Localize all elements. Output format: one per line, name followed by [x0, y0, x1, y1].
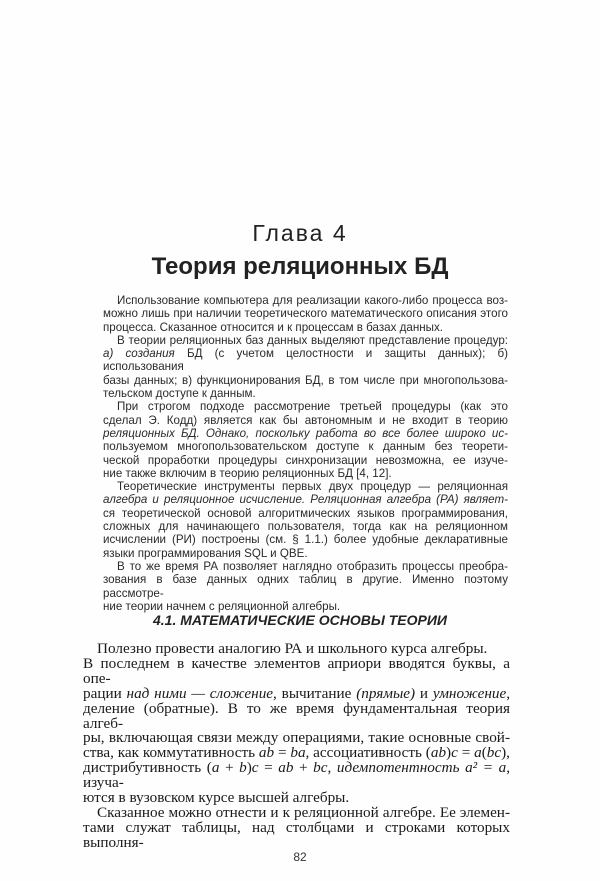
italic-text: реляционных БД. Однако, поскольку работа во все более широко ис-: [103, 426, 508, 440]
italic-text: идемпотентность a² = a: [336, 759, 507, 777]
italic-text: b: [239, 759, 247, 777]
text: рации: [83, 684, 127, 702]
italic-text: bc: [486, 744, 502, 762]
italic-text: а) создания: [103, 347, 175, 361]
italic-text: ab: [430, 744, 447, 762]
text-line: [103, 520, 508, 533]
section-body: [83, 642, 510, 851]
text: БД (с учетом целостности и защиты данных); б) использования: [103, 347, 508, 374]
text: ): [446, 744, 452, 762]
text-line: [103, 454, 508, 467]
text-line: [103, 440, 508, 453]
text-line: [83, 818, 510, 851]
page-number: 82: [293, 850, 307, 864]
text-line: [103, 347, 508, 374]
text: исчислении (РИ) построены (см. § 1.1.) более удобные декларативные: [103, 533, 508, 547]
italic-text: ba: [290, 744, 306, 762]
text: Полезно провести аналогию РА и школьного курса алгебры.: [97, 640, 488, 657]
text: и: [415, 684, 433, 702]
section-heading: 4.1. МАТЕМАТИЧЕСКИЕ ОСНОВЫ ТЕОРИИ: [153, 612, 447, 628]
text-line: [103, 414, 508, 427]
text-line: [103, 400, 508, 413]
text: ,: [506, 684, 511, 702]
text: сделал Э. Кодд) является как бы автономным и не входит в теорию: [103, 413, 508, 427]
text: , изуча-: [83, 759, 511, 792]
italic-text: c: [251, 759, 259, 777]
text: +: [219, 759, 240, 777]
text: +: [293, 759, 314, 777]
chapter-title: Теория реляционных БД: [151, 253, 449, 280]
text-line: [103, 480, 508, 493]
text: В теории реляционных баз данных выделяют представление процедур:: [117, 333, 508, 347]
text: , ассоциативность (: [305, 744, 431, 762]
text: (: [481, 744, 487, 762]
italic-text: (прямые): [356, 684, 416, 702]
text: пользуемом многопользовательском доступе к данным без теорети-: [103, 440, 508, 454]
text-line: [103, 573, 508, 600]
text: можно лишь при наличии теоретического математического описания этого: [103, 307, 508, 321]
text-line: [103, 321, 508, 334]
italic-text: алгебра и реляционное исчисление. Реляционная алгебра (РА) являет-: [103, 493, 508, 507]
text-line: [83, 654, 510, 687]
text-line: [103, 507, 508, 520]
text: базы данных; в) функционирования БД, в том числе при многопользова-: [103, 373, 508, 387]
text: , вычитание: [273, 684, 357, 702]
chapter-label: Глава 4: [252, 220, 348, 246]
text: сложных для начинающего пользователя, тогда как на реляционном: [103, 520, 508, 534]
text: В то же время РА позволяет наглядно отобразить процессы преобра-: [117, 559, 508, 573]
italic-text: ab: [258, 744, 275, 762]
text: процесса. Сказанное относится и к процессам в базах данных.: [103, 320, 443, 334]
text-line: [103, 533, 508, 546]
chapter-intro: [103, 294, 508, 613]
italic-text: bc: [313, 759, 328, 777]
text: ,: [327, 759, 337, 777]
text: деление (обратные). В то же время фундаментальная теория алгеб-: [83, 699, 510, 732]
text: ),: [501, 744, 510, 762]
text-line: [103, 547, 508, 560]
italic-text: умножение: [432, 684, 507, 702]
text-line: [103, 374, 508, 387]
text: При строгом подходе рассмотрение третьей процедуры (как это: [117, 400, 508, 414]
text-line: [103, 493, 508, 506]
text-line: [103, 334, 508, 347]
text: ние также включим в теорию реляционных БД [4, 12].: [103, 466, 392, 480]
text-line: [103, 560, 508, 573]
text: Сказанное можно отнести и к реляционной алгебре. Ее элемен-: [97, 803, 510, 821]
text: Теоретические инструменты первых двух процедур — реляционная: [117, 480, 508, 494]
text-line: [83, 761, 510, 791]
text: языки программирования SQL и QBE.: [103, 546, 308, 560]
text: тами служат таблицы, над столбцами и строками которых выполня-: [83, 818, 510, 851]
text: ры, включающая связи между операциями, такие основные свой-: [83, 729, 510, 747]
text: ся теоретической основой алгоритмических языков программирования,: [103, 506, 508, 520]
text: зования в базе данных одних таблиц в другие. Именно поэтому рассмотре-: [103, 573, 508, 600]
text: ние теории начнем с реляционной алгебры.: [103, 599, 341, 613]
text: дистрибутивность (: [83, 759, 212, 777]
italic-text: c: [451, 744, 458, 762]
text-line: [103, 307, 508, 320]
text: =: [457, 744, 475, 762]
text: ): [246, 759, 252, 777]
text: ются в вузовском курсе высшей алгебры.: [83, 789, 350, 807]
italic-text: a: [211, 759, 220, 777]
text: Использование компьютера для реализации какого-либо процесса воз-: [117, 294, 508, 307]
text: В последнем в качестве элементов априори вводятся буквы, а опе-: [83, 654, 510, 687]
text: ческой проработки процедуры синхронизации невозможна, ее изуче-: [103, 453, 508, 467]
text: =: [258, 759, 279, 777]
italic-text: над ними — сложение: [126, 684, 274, 702]
italic-text: ab: [278, 759, 294, 777]
text-line: [83, 699, 510, 732]
text: =: [274, 744, 291, 762]
text-line: [103, 467, 508, 480]
italic-text: a: [474, 744, 482, 762]
text: тельском доступе к данным.: [103, 387, 256, 401]
text-line: [103, 387, 508, 400]
text-line: [103, 294, 508, 307]
text-line: [103, 427, 508, 440]
text: ства, как коммутативность: [83, 744, 259, 762]
